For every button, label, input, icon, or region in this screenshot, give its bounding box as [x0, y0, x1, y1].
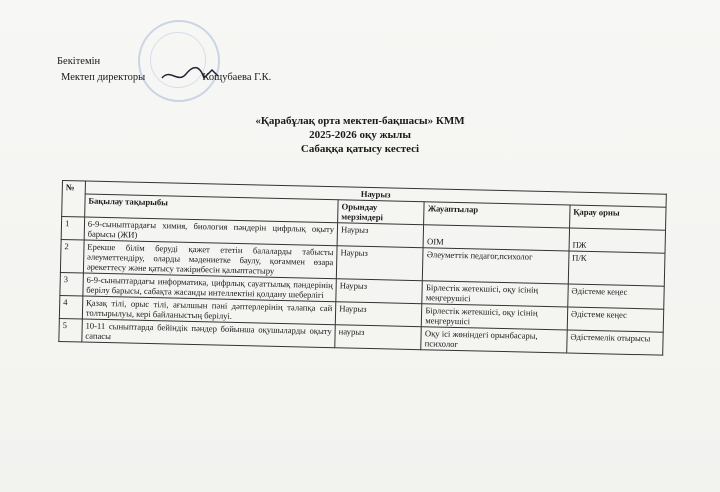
row-place: Әдістеме кеңес	[567, 307, 664, 332]
row-num: 3	[60, 272, 83, 296]
row-responsible: ОІМ	[423, 225, 569, 251]
document-title: Сабаққа қатысу кестесі	[300, 143, 420, 155]
row-place: Әдістемелік отырысы	[567, 330, 664, 355]
row-place: Әдістеме кеңес	[568, 284, 665, 309]
director-title: Мектеп директоры	[61, 72, 146, 83]
row-responsible: Бірлестік жетекшісі, оқу ісінің меңгерушісі	[422, 281, 568, 307]
row-date: Наурыз	[335, 302, 422, 327]
school-name: «Қарабұлақ орта мектеп-бақшасы» КММ	[255, 115, 465, 127]
row-date: наурыз	[335, 325, 422, 350]
header-place: Қарау орны	[569, 205, 666, 230]
row-responsible: Бірлестік жетекшісі, оқу ісінің меңгерушісі	[422, 304, 568, 330]
row-date: Наурыз	[337, 223, 424, 248]
schedule-table-wrap	[58, 180, 667, 356]
row-date: Наурыз	[336, 246, 423, 281]
row-num: 4	[59, 295, 82, 319]
row-num: 1	[61, 217, 84, 241]
row-num: 2	[60, 239, 84, 273]
row-place: П/К	[568, 251, 665, 286]
header-date: Орындау мерзімдері	[338, 200, 425, 225]
row-responsible: Әлеуметтік педагог,психолог	[423, 248, 569, 284]
month-header: Наурыз	[85, 181, 666, 207]
row-place: ПЖ	[569, 228, 666, 253]
row-topic: Ерекше білім беруді қажет ететін балаларды табысты әлеуметтендіру, оларды мәдениетке баулу, қоғаммен өзара әрекеттесу және қатысу тәжірибесін қалыптастыру	[83, 240, 337, 279]
approval-heading: Бекітемін	[57, 56, 101, 67]
approval-director-line	[57, 70, 271, 86]
header-num: №	[62, 181, 86, 218]
document-title-block	[200, 114, 520, 156]
schedule-table	[58, 180, 667, 356]
academic-year: 2025-2026 оқу жылы	[309, 129, 411, 141]
header-topic: Бақылау тақырыбы	[85, 194, 339, 223]
row-topic: 6-9-сыныптардағы химия, биология пәндерін цифрлық оқыту барысы (ЖИ)	[84, 217, 338, 246]
row-topic: Қазақ тілі, орыс тілі, ағылшын пәні дәптерлерінің талапқа сай толтырылуы, кері байланыстың берілуі.	[82, 296, 336, 325]
row-topic: 6-9-сыныптардағы информатика, цифрлық сауаттылық пәндерінің берілу барысы, сабақта жасанды интеллектіні қолдану шеберлігі	[83, 273, 337, 302]
row-topic: 10-11 сыныптарда бейіндік пәндер бойынша оқушыларды оқыту сапасы	[82, 319, 336, 348]
row-date: Наурыз	[336, 279, 423, 304]
row-num: 5	[59, 318, 82, 342]
row-responsible: Оқу ісі жөніндегі орынбасары, психолог	[421, 327, 567, 353]
director-name: Кощубаева Г.К.	[202, 72, 272, 83]
header-responsible: Жауаптылар	[424, 202, 570, 228]
approval-block	[57, 54, 271, 86]
